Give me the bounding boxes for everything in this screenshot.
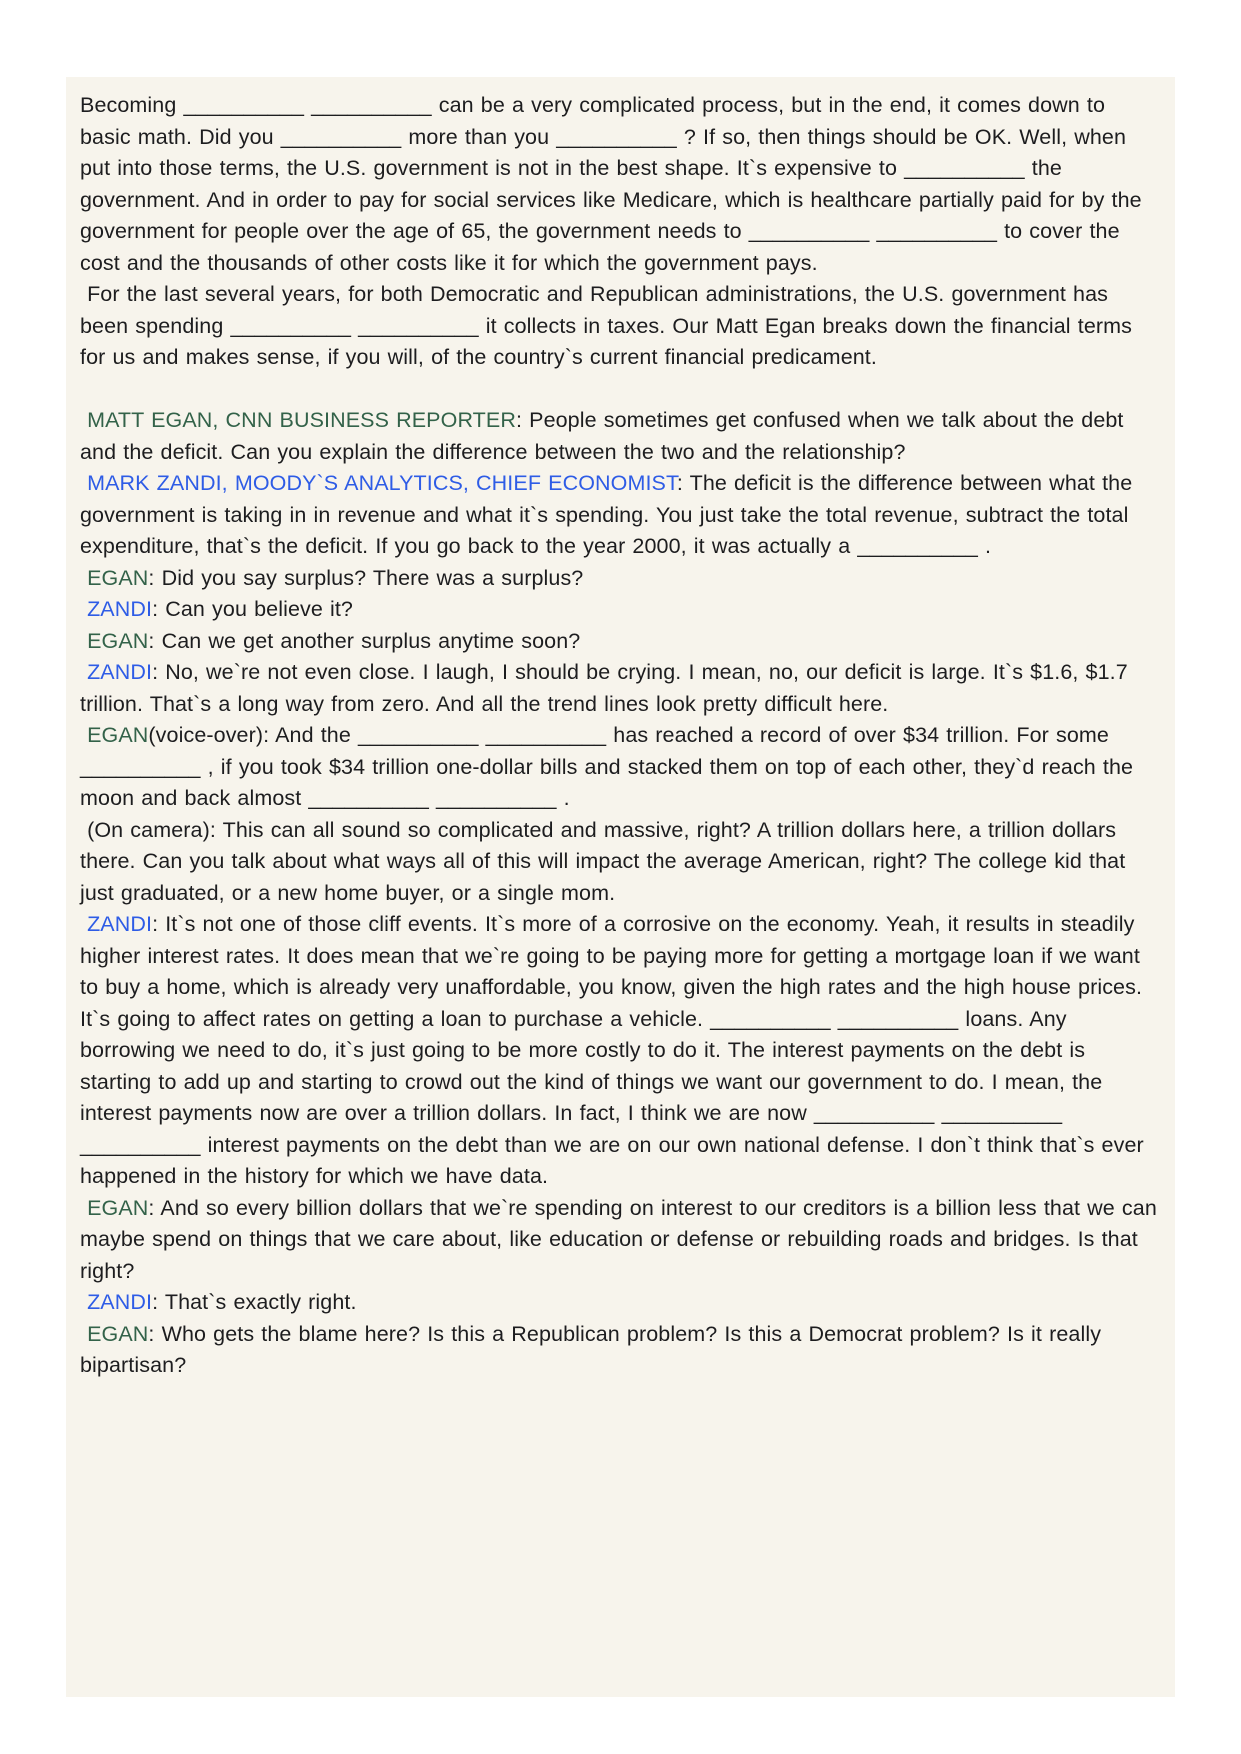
transcript-text: For the last several years, for both Democratic and Republican administrations, the U.S. government has been spending __________ __________ it collects in taxes. Our Matt Egan breaks down the financial terms for us and makes sense, if you will, of the country`s current financial predicament.: [80, 282, 1140, 369]
transcript-text: (voice-over): And the __________ __________ has reached a record of over $34 trillion. For some __________ , if you took $34 trillion one-dollar bills and stacked them on top of each other, they`d reach the moon and back almost __________ __________ .: [80, 723, 1141, 810]
blank-line: [80, 374, 1161, 406]
transcript-text: (On camera): This can all sound so complicated and massive, right? A trillion dollars here, a trillion dollars there. Can you talk about what ways all of this will impact the average American, right? The college kid that just graduated, or a new home buyer, or a single mom.: [80, 817, 1133, 905]
transcript-text: : Can you believe it?: [152, 597, 353, 621]
speaker-label: ZANDI: [87, 597, 153, 621]
transcript-text: : And so every billion dollars that we`re spending on interest to our creditors is a billion less that we can maybe spend on things that we care about, like education or defense or rebuilding roads and bridges. Is that right?: [80, 1195, 1164, 1283]
speaker-label: EGAN: [87, 723, 149, 747]
transcript-text: : Can we get another surplus anytime soon?: [148, 628, 581, 653]
transcript-paragraph: [80, 405, 1161, 468]
speaker-label: ZANDI: [87, 1290, 153, 1314]
transcript-text: : Who gets the blame here? Is this a Republican problem? Is this a Democrat problem? Is it really bipartisan?: [80, 1321, 1109, 1377]
transcript-text: : Did you say surplus? There was a surplus?: [148, 565, 584, 590]
transcript-text: : The deficit is the difference between what the government is taking in in revenue and what it`s spending. You just take the total revenue, subtract the total expenditure, that`s the deficit. If you go back to the year 2000, it was actually a __________ .: [80, 471, 1140, 558]
speaker-label: MARK ZANDI, MOODY`S ANALYTICS, CHIEF ECONOMIST: [87, 471, 677, 495]
transcript-paragraph: [80, 1287, 1161, 1319]
transcript-text: : That`s exactly right.: [152, 1290, 357, 1314]
transcript-text: : No, we`re not even close. I laugh, I should be crying. I mean, no, our deficit is large. It`s $1.6, $1.7 trillion. That`s a long way from zero. And all the trend lines look pretty difficult here.: [80, 660, 1135, 716]
transcript-paragraph: [80, 1193, 1164, 1288]
transcript-paragraph: [80, 594, 1161, 626]
transcript-paragraph: [80, 909, 1161, 1193]
speaker-label: ZANDI: [87, 912, 153, 936]
speaker-label: EGAN: [87, 1195, 149, 1220]
transcript-paragraph: [80, 563, 1161, 595]
transcript-paragraph: [80, 279, 1161, 374]
transcript-paragraph: [80, 720, 1161, 815]
transcript-paragraph: [80, 626, 1161, 658]
speaker-label: EGAN: [87, 1321, 149, 1346]
transcript-paragraph: [80, 90, 1161, 279]
transcript-card: [66, 77, 1175, 1697]
speaker-label: ZANDI: [87, 660, 153, 684]
transcript-paragraph: [80, 657, 1161, 720]
speaker-label: EGAN: [87, 628, 149, 653]
transcript-text: : It`s not one of those cliff events. It`s more of a corrosive on the economy. Yeah, it results in steadily higher interest rates. It does mean that we`re going to be paying more for getting a mortgage loan if we want to buy a home, which is already very unaffordable, you know, given the high rates and the high house prices. It`s going to affect rates on getting a loan to purchase a vehicle. __________ __________ loans. Any borrowing we need to do, it`s just going to be more costly to do it. The interest payments on the debt is starting to add up and starting to crowd out the kind of things we want our government to do. I mean, the interest payments now are over a trillion dollars. In fact, I think we are now __________ __________ __________ interest payments on the debt than we are on our own national defense. I don`t think that`s ever happened in the history for which we have data.: [80, 912, 1151, 1188]
transcript-text: : People sometimes get confused when we talk about the debt and the deficit. Can you explain the difference between the two and the relationship?: [80, 408, 1131, 464]
speaker-label: MATT EGAN, CNN BUSINESS REPORTER: [87, 408, 516, 432]
transcript-paragraph: [80, 1319, 1161, 1382]
speaker-label: EGAN: [87, 565, 149, 590]
transcript-paragraph: [80, 815, 1161, 910]
transcript-text: Becoming __________ __________ can be a very complicated process, but in the end, it comes down to basic math. Did you __________ more than you __________ ? If so, then things should be OK. Well, when put into those terms, the U.S. government is not in the best shape. It`s expensive to __________ the government. And in order to pay for social services like Medicare, which is healthcare partially paid for by the government for people over the age of 65, the government needs to __________ __________ to cover the cost and the thousands of other costs like it for which the government pays.: [80, 93, 1149, 275]
transcript-paragraph: [80, 468, 1161, 563]
